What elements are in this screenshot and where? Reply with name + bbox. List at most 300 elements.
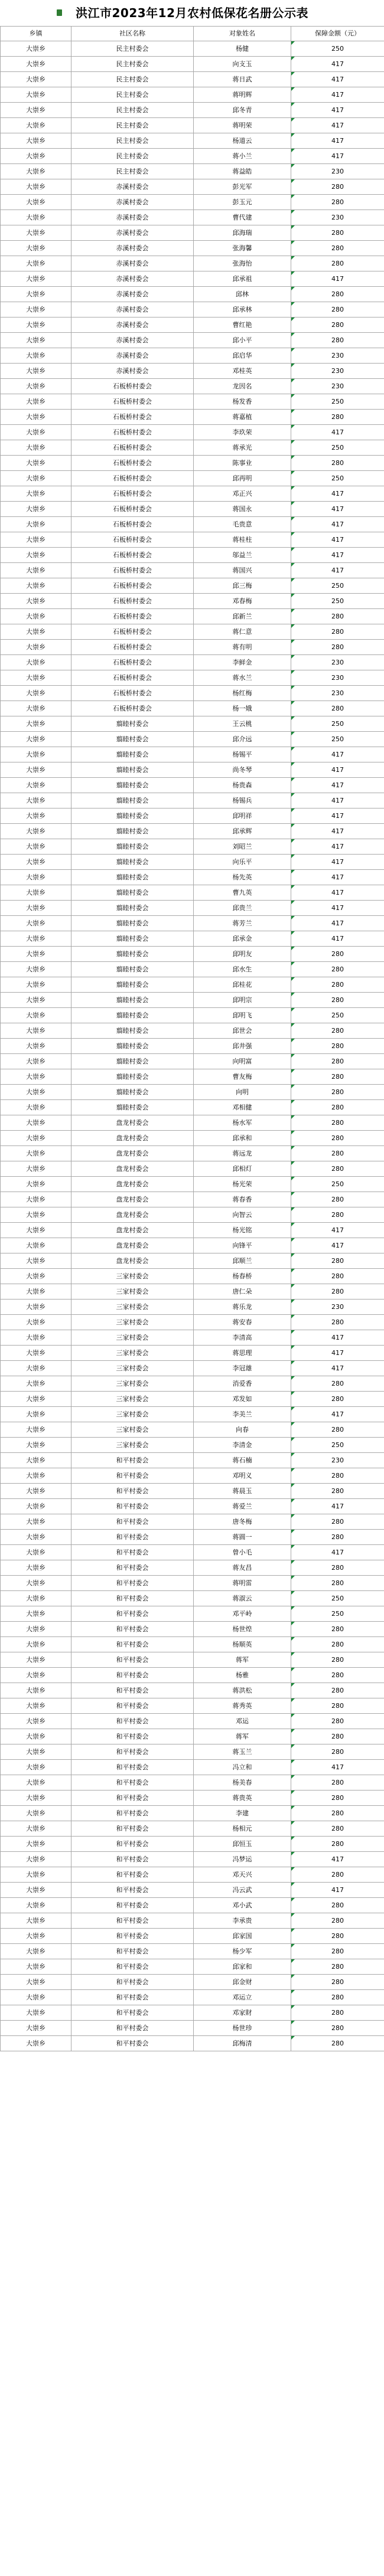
name-cell[interactable]: 蒋军 — [194, 1729, 291, 1744]
town-cell[interactable]: 大崇乡 — [1, 1576, 71, 1591]
town-cell[interactable]: 大崇乡 — [1, 993, 71, 1008]
name-cell[interactable]: 蒋乐龙 — [194, 1300, 291, 1315]
amount-cell[interactable]: 280 — [291, 1039, 384, 1054]
name-cell[interactable]: 邱恒玉 — [194, 1837, 291, 1852]
town-cell[interactable]: 大崇乡 — [1, 1545, 71, 1560]
name-cell[interactable]: 消爱香 — [194, 1376, 291, 1392]
town-cell[interactable]: 大崇乡 — [1, 241, 71, 256]
name-cell[interactable]: 邓小武 — [194, 1898, 291, 1913]
name-cell[interactable]: 蒋友昌 — [194, 1560, 291, 1576]
amount-cell[interactable]: 250 — [291, 716, 384, 732]
name-cell[interactable]: 杨雅 — [194, 1668, 291, 1683]
community-cell[interactable]: 和平村委会 — [71, 1744, 194, 1760]
header-community[interactable]: 社区名称 — [71, 27, 194, 41]
name-cell[interactable]: 向明 — [194, 1085, 291, 1100]
amount-cell[interactable]: 230 — [291, 1300, 384, 1315]
name-cell[interactable]: 曹九英 — [194, 885, 291, 901]
town-cell[interactable]: 大崇乡 — [1, 1115, 71, 1131]
amount-cell[interactable]: 417 — [291, 1223, 384, 1238]
amount-cell[interactable]: 250 — [291, 394, 384, 410]
town-cell[interactable]: 大崇乡 — [1, 548, 71, 563]
amount-cell[interactable]: 230 — [291, 364, 384, 379]
town-cell[interactable]: 大崇乡 — [1, 1300, 71, 1315]
name-cell[interactable]: 邓明义 — [194, 1468, 291, 1484]
town-cell[interactable]: 大崇乡 — [1, 287, 71, 302]
amount-cell[interactable]: 280 — [291, 287, 384, 302]
amount-cell[interactable]: 417 — [291, 133, 384, 149]
community-cell[interactable]: 石板桥村委会 — [71, 640, 194, 655]
name-cell[interactable]: 蒋国永 — [194, 502, 291, 517]
name-cell[interactable]: 邓桂英 — [194, 364, 291, 379]
community-cell[interactable]: 翦睦村委会 — [71, 1085, 194, 1100]
community-cell[interactable]: 和平村委会 — [71, 1514, 194, 1530]
name-cell[interactable]: 杨光铭 — [194, 1223, 291, 1238]
amount-cell[interactable]: 280 — [291, 1913, 384, 1929]
name-cell[interactable]: 蒋明荣 — [194, 118, 291, 133]
name-cell[interactable]: 邬益兰 — [194, 548, 291, 563]
amount-cell[interactable]: 417 — [291, 931, 384, 947]
town-cell[interactable]: 大崇乡 — [1, 885, 71, 901]
amount-cell[interactable]: 280 — [291, 1622, 384, 1637]
community-cell[interactable]: 民主村委会 — [71, 103, 194, 118]
community-cell[interactable]: 翦睦村委会 — [71, 977, 194, 993]
town-cell[interactable]: 大崇乡 — [1, 1591, 71, 1606]
community-cell[interactable]: 和平村委会 — [71, 1453, 194, 1468]
name-cell[interactable]: 曾小毛 — [194, 1545, 291, 1560]
amount-cell[interactable]: 417 — [291, 793, 384, 809]
amount-cell[interactable]: 417 — [291, 1346, 384, 1361]
community-cell[interactable]: 盘龙村委会 — [71, 1223, 194, 1238]
town-cell[interactable]: 大崇乡 — [1, 333, 71, 348]
amount-cell[interactable]: 280 — [291, 1775, 384, 1791]
community-cell[interactable]: 翦睦村委会 — [71, 732, 194, 747]
town-cell[interactable]: 大崇乡 — [1, 1330, 71, 1346]
name-cell[interactable]: 邓天兴 — [194, 1867, 291, 1883]
amount-cell[interactable]: 250 — [291, 578, 384, 594]
community-cell[interactable]: 石板桥村委会 — [71, 425, 194, 440]
community-cell[interactable]: 三家村委会 — [71, 1315, 194, 1330]
name-cell[interactable]: 邱再明 — [194, 471, 291, 486]
name-cell[interactable]: 蒋秀英 — [194, 1698, 291, 1714]
town-cell[interactable]: 大崇乡 — [1, 179, 71, 195]
name-cell[interactable]: 邱海瑞 — [194, 225, 291, 241]
town-cell[interactable]: 大崇乡 — [1, 57, 71, 72]
town-cell[interactable]: 大崇乡 — [1, 1530, 71, 1545]
town-cell[interactable]: 大崇乡 — [1, 563, 71, 578]
town-cell[interactable]: 大崇乡 — [1, 870, 71, 885]
amount-cell[interactable]: 250 — [291, 1438, 384, 1453]
town-cell[interactable]: 大崇乡 — [1, 1867, 71, 1883]
name-cell[interactable]: 蒋国兴 — [194, 563, 291, 578]
community-cell[interactable]: 石板桥村委会 — [71, 394, 194, 410]
town-cell[interactable]: 大崇乡 — [1, 2005, 71, 2021]
town-cell[interactable]: 大崇乡 — [1, 1499, 71, 1514]
name-cell[interactable]: 邓平岭 — [194, 1606, 291, 1622]
amount-cell[interactable]: 250 — [291, 1591, 384, 1606]
amount-cell[interactable]: 280 — [291, 1100, 384, 1115]
amount-cell[interactable]: 280 — [291, 640, 384, 655]
amount-cell[interactable]: 280 — [291, 1791, 384, 1806]
name-cell[interactable]: 向春 — [194, 1422, 291, 1438]
amount-cell[interactable]: 280 — [291, 1576, 384, 1591]
amount-cell[interactable]: 280 — [291, 1422, 384, 1438]
amount-cell[interactable]: 280 — [291, 1192, 384, 1207]
amount-cell[interactable]: 417 — [291, 486, 384, 502]
town-cell[interactable]: 大崇乡 — [1, 1622, 71, 1637]
community-cell[interactable]: 和平村委会 — [71, 1668, 194, 1683]
community-cell[interactable]: 和平村委会 — [71, 1806, 194, 1821]
name-cell[interactable]: 蒋承光 — [194, 440, 291, 456]
community-cell[interactable]: 赤溪村委会 — [71, 179, 194, 195]
name-cell[interactable]: 李清高 — [194, 1330, 291, 1346]
amount-cell[interactable]: 417 — [291, 1852, 384, 1867]
town-cell[interactable]: 大崇乡 — [1, 1606, 71, 1622]
community-cell[interactable]: 石板桥村委会 — [71, 471, 194, 486]
town-cell[interactable]: 大崇乡 — [1, 1714, 71, 1729]
community-cell[interactable]: 石板桥村委会 — [71, 655, 194, 670]
name-cell[interactable]: 邱明宗 — [194, 993, 291, 1008]
name-cell[interactable]: 李玖荣 — [194, 425, 291, 440]
name-cell[interactable]: 蒋远龙 — [194, 1146, 291, 1161]
amount-cell[interactable]: 417 — [291, 103, 384, 118]
community-cell[interactable]: 翦睦村委会 — [71, 778, 194, 793]
community-cell[interactable]: 石板桥村委会 — [71, 624, 194, 640]
town-cell[interactable]: 大崇乡 — [1, 364, 71, 379]
name-cell[interactable]: 邱启华 — [194, 348, 291, 364]
community-cell[interactable]: 和平村委会 — [71, 1652, 194, 1668]
community-cell[interactable]: 翦睦村委会 — [71, 1023, 194, 1039]
amount-cell[interactable]: 250 — [291, 1606, 384, 1622]
name-cell[interactable]: 向智云 — [194, 1207, 291, 1223]
amount-cell[interactable]: 280 — [291, 1698, 384, 1714]
amount-cell[interactable]: 280 — [291, 241, 384, 256]
name-cell[interactable]: 邱井强 — [194, 1039, 291, 1054]
amount-cell[interactable]: 230 — [291, 210, 384, 225]
amount-cell[interactable]: 280 — [291, 1115, 384, 1131]
amount-cell[interactable]: 417 — [291, 502, 384, 517]
community-cell[interactable]: 和平村委会 — [71, 1791, 194, 1806]
town-cell[interactable]: 大崇乡 — [1, 778, 71, 793]
community-cell[interactable]: 和平村委会 — [71, 1637, 194, 1652]
community-cell[interactable]: 赤溪村委会 — [71, 333, 194, 348]
amount-cell[interactable]: 280 — [291, 1959, 384, 1975]
community-cell[interactable]: 石板桥村委会 — [71, 486, 194, 502]
community-cell[interactable]: 民主村委会 — [71, 164, 194, 179]
amount-cell[interactable]: 280 — [291, 225, 384, 241]
town-cell[interactable]: 大崇乡 — [1, 1422, 71, 1438]
community-cell[interactable]: 和平村委会 — [71, 1622, 194, 1637]
amount-cell[interactable]: 417 — [291, 1407, 384, 1422]
community-cell[interactable]: 翦睦村委会 — [71, 993, 194, 1008]
name-cell[interactable]: 李承贵 — [194, 1913, 291, 1929]
community-cell[interactable]: 和平村委会 — [71, 1913, 194, 1929]
name-cell[interactable]: 张海怡 — [194, 256, 291, 271]
community-cell[interactable]: 赤溪村委会 — [71, 302, 194, 318]
amount-cell[interactable]: 280 — [291, 1468, 384, 1484]
community-cell[interactable]: 石板桥村委会 — [71, 440, 194, 456]
name-cell[interactable]: 邓运立 — [194, 1990, 291, 2005]
name-cell[interactable]: 李清金 — [194, 1438, 291, 1453]
amount-cell[interactable]: 417 — [291, 118, 384, 133]
name-cell[interactable]: 杨先英 — [194, 870, 291, 885]
name-cell[interactable]: 杨锡兵 — [194, 793, 291, 809]
name-cell[interactable]: 邓正兴 — [194, 486, 291, 502]
name-cell[interactable]: 曹友梅 — [194, 1069, 291, 1085]
name-cell[interactable]: 王云桃 — [194, 716, 291, 732]
community-cell[interactable]: 翦睦村委会 — [71, 1100, 194, 1115]
name-cell[interactable]: 杨光荣 — [194, 1177, 291, 1192]
community-cell[interactable]: 赤溪村委会 — [71, 225, 194, 241]
community-cell[interactable]: 赤溪村委会 — [71, 348, 194, 364]
town-cell[interactable]: 大崇乡 — [1, 609, 71, 624]
community-cell[interactable]: 和平村委会 — [71, 1484, 194, 1499]
amount-cell[interactable]: 417 — [291, 548, 384, 563]
amount-cell[interactable]: 280 — [291, 1284, 384, 1300]
name-cell[interactable]: 杨美春 — [194, 1775, 291, 1791]
name-cell[interactable]: 尚冬琴 — [194, 762, 291, 778]
amount-cell[interactable]: 417 — [291, 916, 384, 931]
name-cell[interactable]: 邱小平 — [194, 333, 291, 348]
name-cell[interactable]: 杨世煌 — [194, 1622, 291, 1637]
amount-cell[interactable]: 280 — [291, 1253, 384, 1269]
amount-cell[interactable]: 417 — [291, 839, 384, 855]
name-cell[interactable]: 邱相灯 — [194, 1161, 291, 1177]
name-cell[interactable]: 冯云武 — [194, 1883, 291, 1898]
amount-cell[interactable]: 417 — [291, 87, 384, 103]
amount-cell[interactable]: 417 — [291, 762, 384, 778]
community-cell[interactable]: 盘龙村委会 — [71, 1146, 194, 1161]
town-cell[interactable]: 大崇乡 — [1, 594, 71, 609]
town-cell[interactable]: 大崇乡 — [1, 1791, 71, 1806]
name-cell[interactable]: 蒋水兰 — [194, 670, 291, 686]
community-cell[interactable]: 和平村委会 — [71, 1944, 194, 1959]
amount-cell[interactable]: 280 — [291, 624, 384, 640]
amount-cell[interactable]: 280 — [291, 1146, 384, 1161]
amount-cell[interactable]: 417 — [291, 1238, 384, 1253]
name-cell[interactable]: 蒋嘉植 — [194, 410, 291, 425]
amount-cell[interactable]: 280 — [291, 1069, 384, 1085]
amount-cell[interactable]: 280 — [291, 256, 384, 271]
community-cell[interactable]: 和平村委会 — [71, 1883, 194, 1898]
name-cell[interactable]: 杨发香 — [194, 394, 291, 410]
name-cell[interactable]: 邱承和 — [194, 1131, 291, 1146]
community-cell[interactable]: 三家村委会 — [71, 1407, 194, 1422]
name-cell[interactable]: 杨世珍 — [194, 2021, 291, 2036]
town-cell[interactable]: 大崇乡 — [1, 532, 71, 548]
community-cell[interactable]: 和平村委会 — [71, 1576, 194, 1591]
community-cell[interactable]: 翦睦村委会 — [71, 885, 194, 901]
community-cell[interactable]: 民主村委会 — [71, 57, 194, 72]
town-cell[interactable]: 大崇乡 — [1, 103, 71, 118]
community-cell[interactable]: 和平村委会 — [71, 1560, 194, 1576]
town-cell[interactable]: 大崇乡 — [1, 1008, 71, 1023]
amount-cell[interactable]: 280 — [291, 2005, 384, 2021]
amount-cell[interactable]: 417 — [291, 809, 384, 824]
community-cell[interactable]: 民主村委会 — [71, 41, 194, 57]
amount-cell[interactable]: 280 — [291, 1207, 384, 1223]
community-cell[interactable]: 和平村委会 — [71, 1852, 194, 1867]
name-cell[interactable]: 蒋小兰 — [194, 149, 291, 164]
community-cell[interactable]: 和平村委会 — [71, 1837, 194, 1852]
town-cell[interactable]: 大崇乡 — [1, 1284, 71, 1300]
name-cell[interactable]: 邱明祥 — [194, 809, 291, 824]
community-cell[interactable]: 石板桥村委会 — [71, 578, 194, 594]
community-cell[interactable]: 翦睦村委会 — [71, 824, 194, 839]
name-cell[interactable]: 蒋明雷 — [194, 1576, 291, 1591]
name-cell[interactable]: 杨少军 — [194, 1944, 291, 1959]
name-cell[interactable]: 蒋日武 — [194, 72, 291, 87]
name-cell[interactable]: 邓家財 — [194, 2005, 291, 2021]
amount-cell[interactable]: 230 — [291, 348, 384, 364]
name-cell[interactable]: 杨顺英 — [194, 1637, 291, 1652]
amount-cell[interactable]: 230 — [291, 670, 384, 686]
community-cell[interactable]: 和平村委会 — [71, 1929, 194, 1944]
amount-cell[interactable]: 280 — [291, 456, 384, 471]
town-cell[interactable]: 大崇乡 — [1, 1637, 71, 1652]
town-cell[interactable]: 大崇乡 — [1, 471, 71, 486]
amount-cell[interactable]: 250 — [291, 471, 384, 486]
community-cell[interactable]: 赤溪村委会 — [71, 271, 194, 287]
amount-cell[interactable]: 280 — [291, 1514, 384, 1530]
town-cell[interactable]: 大崇乡 — [1, 1821, 71, 1837]
community-cell[interactable]: 和平村委会 — [71, 1714, 194, 1729]
amount-cell[interactable]: 250 — [291, 1177, 384, 1192]
town-cell[interactable]: 大崇乡 — [1, 2021, 71, 2036]
community-cell[interactable]: 翦睦村委会 — [71, 747, 194, 762]
amount-cell[interactable]: 280 — [291, 333, 384, 348]
community-cell[interactable]: 赤溪村委会 — [71, 256, 194, 271]
community-cell[interactable]: 三家村委会 — [71, 1269, 194, 1284]
town-cell[interactable]: 大崇乡 — [1, 410, 71, 425]
name-cell[interactable]: 向乐平 — [194, 855, 291, 870]
town-cell[interactable]: 大崇乡 — [1, 1883, 71, 1898]
community-cell[interactable]: 三家村委会 — [71, 1392, 194, 1407]
amount-cell[interactable]: 417 — [291, 532, 384, 548]
name-cell[interactable]: 陈事业 — [194, 456, 291, 471]
community-cell[interactable]: 石板桥村委会 — [71, 517, 194, 532]
town-cell[interactable]: 大崇乡 — [1, 1760, 71, 1775]
town-cell[interactable]: 大崇乡 — [1, 302, 71, 318]
town-cell[interactable]: 大崇乡 — [1, 1453, 71, 1468]
amount-cell[interactable]: 280 — [291, 609, 384, 624]
town-cell[interactable]: 大崇乡 — [1, 947, 71, 962]
town-cell[interactable]: 大崇乡 — [1, 1744, 71, 1760]
town-cell[interactable]: 大崇乡 — [1, 1177, 71, 1192]
town-cell[interactable]: 大崇乡 — [1, 1131, 71, 1146]
amount-cell[interactable]: 280 — [291, 179, 384, 195]
town-cell[interactable]: 大崇乡 — [1, 762, 71, 778]
name-cell[interactable]: 龙因名 — [194, 379, 291, 394]
community-cell[interactable]: 和平村委会 — [71, 1591, 194, 1606]
name-cell[interactable]: 杨一娥 — [194, 701, 291, 716]
community-cell[interactable]: 和平村委会 — [71, 1499, 194, 1514]
town-cell[interactable]: 大崇乡 — [1, 1959, 71, 1975]
amount-cell[interactable]: 280 — [291, 947, 384, 962]
name-cell[interactable]: 邱水生 — [194, 962, 291, 977]
amount-cell[interactable]: 280 — [291, 1315, 384, 1330]
name-cell[interactable]: 李建 — [194, 1806, 291, 1821]
town-cell[interactable]: 大崇乡 — [1, 686, 71, 701]
town-cell[interactable]: 大崇乡 — [1, 1898, 71, 1913]
community-cell[interactable]: 石板桥村委会 — [71, 686, 194, 701]
name-cell[interactable]: 冯立和 — [194, 1760, 291, 1775]
amount-cell[interactable]: 280 — [291, 1637, 384, 1652]
amount-cell[interactable]: 417 — [291, 72, 384, 87]
name-cell[interactable]: 毛贵意 — [194, 517, 291, 532]
town-cell[interactable]: 大崇乡 — [1, 855, 71, 870]
town-cell[interactable]: 大崇乡 — [1, 1729, 71, 1744]
town-cell[interactable]: 大崇乡 — [1, 195, 71, 210]
town-cell[interactable]: 大崇乡 — [1, 1361, 71, 1376]
amount-cell[interactable]: 280 — [291, 1668, 384, 1683]
town-cell[interactable]: 大崇乡 — [1, 1346, 71, 1361]
name-cell[interactable]: 邱梅清 — [194, 2036, 291, 2051]
amount-cell[interactable]: 417 — [291, 57, 384, 72]
town-cell[interactable]: 大崇乡 — [1, 72, 71, 87]
town-cell[interactable]: 大崇乡 — [1, 977, 71, 993]
header-town[interactable]: 乡镇 — [1, 27, 71, 41]
community-cell[interactable]: 石板桥村委会 — [71, 701, 194, 716]
name-cell[interactable]: 蒋石楠 — [194, 1453, 291, 1468]
town-cell[interactable]: 大崇乡 — [1, 502, 71, 517]
amount-cell[interactable]: 417 — [291, 517, 384, 532]
name-cell[interactable]: 蒋仁意 — [194, 624, 291, 640]
amount-cell[interactable]: 280 — [291, 2036, 384, 2051]
amount-cell[interactable]: 280 — [291, 1975, 384, 1990]
community-cell[interactable]: 和平村委会 — [71, 1468, 194, 1484]
community-cell[interactable]: 和平村委会 — [71, 1975, 194, 1990]
name-cell[interactable]: 邱承辉 — [194, 824, 291, 839]
town-cell[interactable]: 大崇乡 — [1, 1407, 71, 1422]
town-cell[interactable]: 大崇乡 — [1, 1560, 71, 1576]
community-cell[interactable]: 石板桥村委会 — [71, 502, 194, 517]
community-cell[interactable]: 盘龙村委会 — [71, 1253, 194, 1269]
town-cell[interactable]: 大崇乡 — [1, 1683, 71, 1698]
town-cell[interactable]: 大崇乡 — [1, 1315, 71, 1330]
name-cell[interactable]: 邱金财 — [194, 1975, 291, 1990]
town-cell[interactable]: 大崇乡 — [1, 1039, 71, 1054]
community-cell[interactable]: 翦睦村委会 — [71, 1054, 194, 1069]
community-cell[interactable]: 赤溪村委会 — [71, 195, 194, 210]
name-cell[interactable]: 邱三梅 — [194, 578, 291, 594]
community-cell[interactable]: 石板桥村委会 — [71, 594, 194, 609]
community-cell[interactable]: 民主村委会 — [71, 72, 194, 87]
header-name[interactable]: 对象姓名 — [194, 27, 291, 41]
name-cell[interactable]: 蒋圆一 — [194, 1530, 291, 1545]
community-cell[interactable]: 翦睦村委会 — [71, 1008, 194, 1023]
name-cell[interactable]: 邓发如 — [194, 1392, 291, 1407]
town-cell[interactable]: 大崇乡 — [1, 1975, 71, 1990]
community-cell[interactable]: 石板桥村委会 — [71, 379, 194, 394]
town-cell[interactable]: 大崇乡 — [1, 133, 71, 149]
amount-cell[interactable]: 417 — [291, 778, 384, 793]
amount-cell[interactable]: 280 — [291, 1898, 384, 1913]
town-cell[interactable]: 大崇乡 — [1, 1146, 71, 1161]
name-cell[interactable]: 蒋安春 — [194, 1315, 291, 1330]
community-cell[interactable]: 和平村委会 — [71, 1760, 194, 1775]
town-cell[interactable]: 大崇乡 — [1, 1929, 71, 1944]
amount-cell[interactable]: 417 — [291, 1545, 384, 1560]
town-cell[interactable]: 大崇乡 — [1, 87, 71, 103]
community-cell[interactable]: 石板桥村委会 — [71, 456, 194, 471]
community-cell[interactable]: 和平村委会 — [71, 1990, 194, 2005]
name-cell[interactable]: 邓相健 — [194, 1100, 291, 1115]
name-cell[interactable]: 蒋洪松 — [194, 1683, 291, 1698]
town-cell[interactable]: 大崇乡 — [1, 1161, 71, 1177]
amount-cell[interactable]: 280 — [291, 1131, 384, 1146]
amount-cell[interactable]: 280 — [291, 1683, 384, 1698]
town-cell[interactable]: 大崇乡 — [1, 640, 71, 655]
